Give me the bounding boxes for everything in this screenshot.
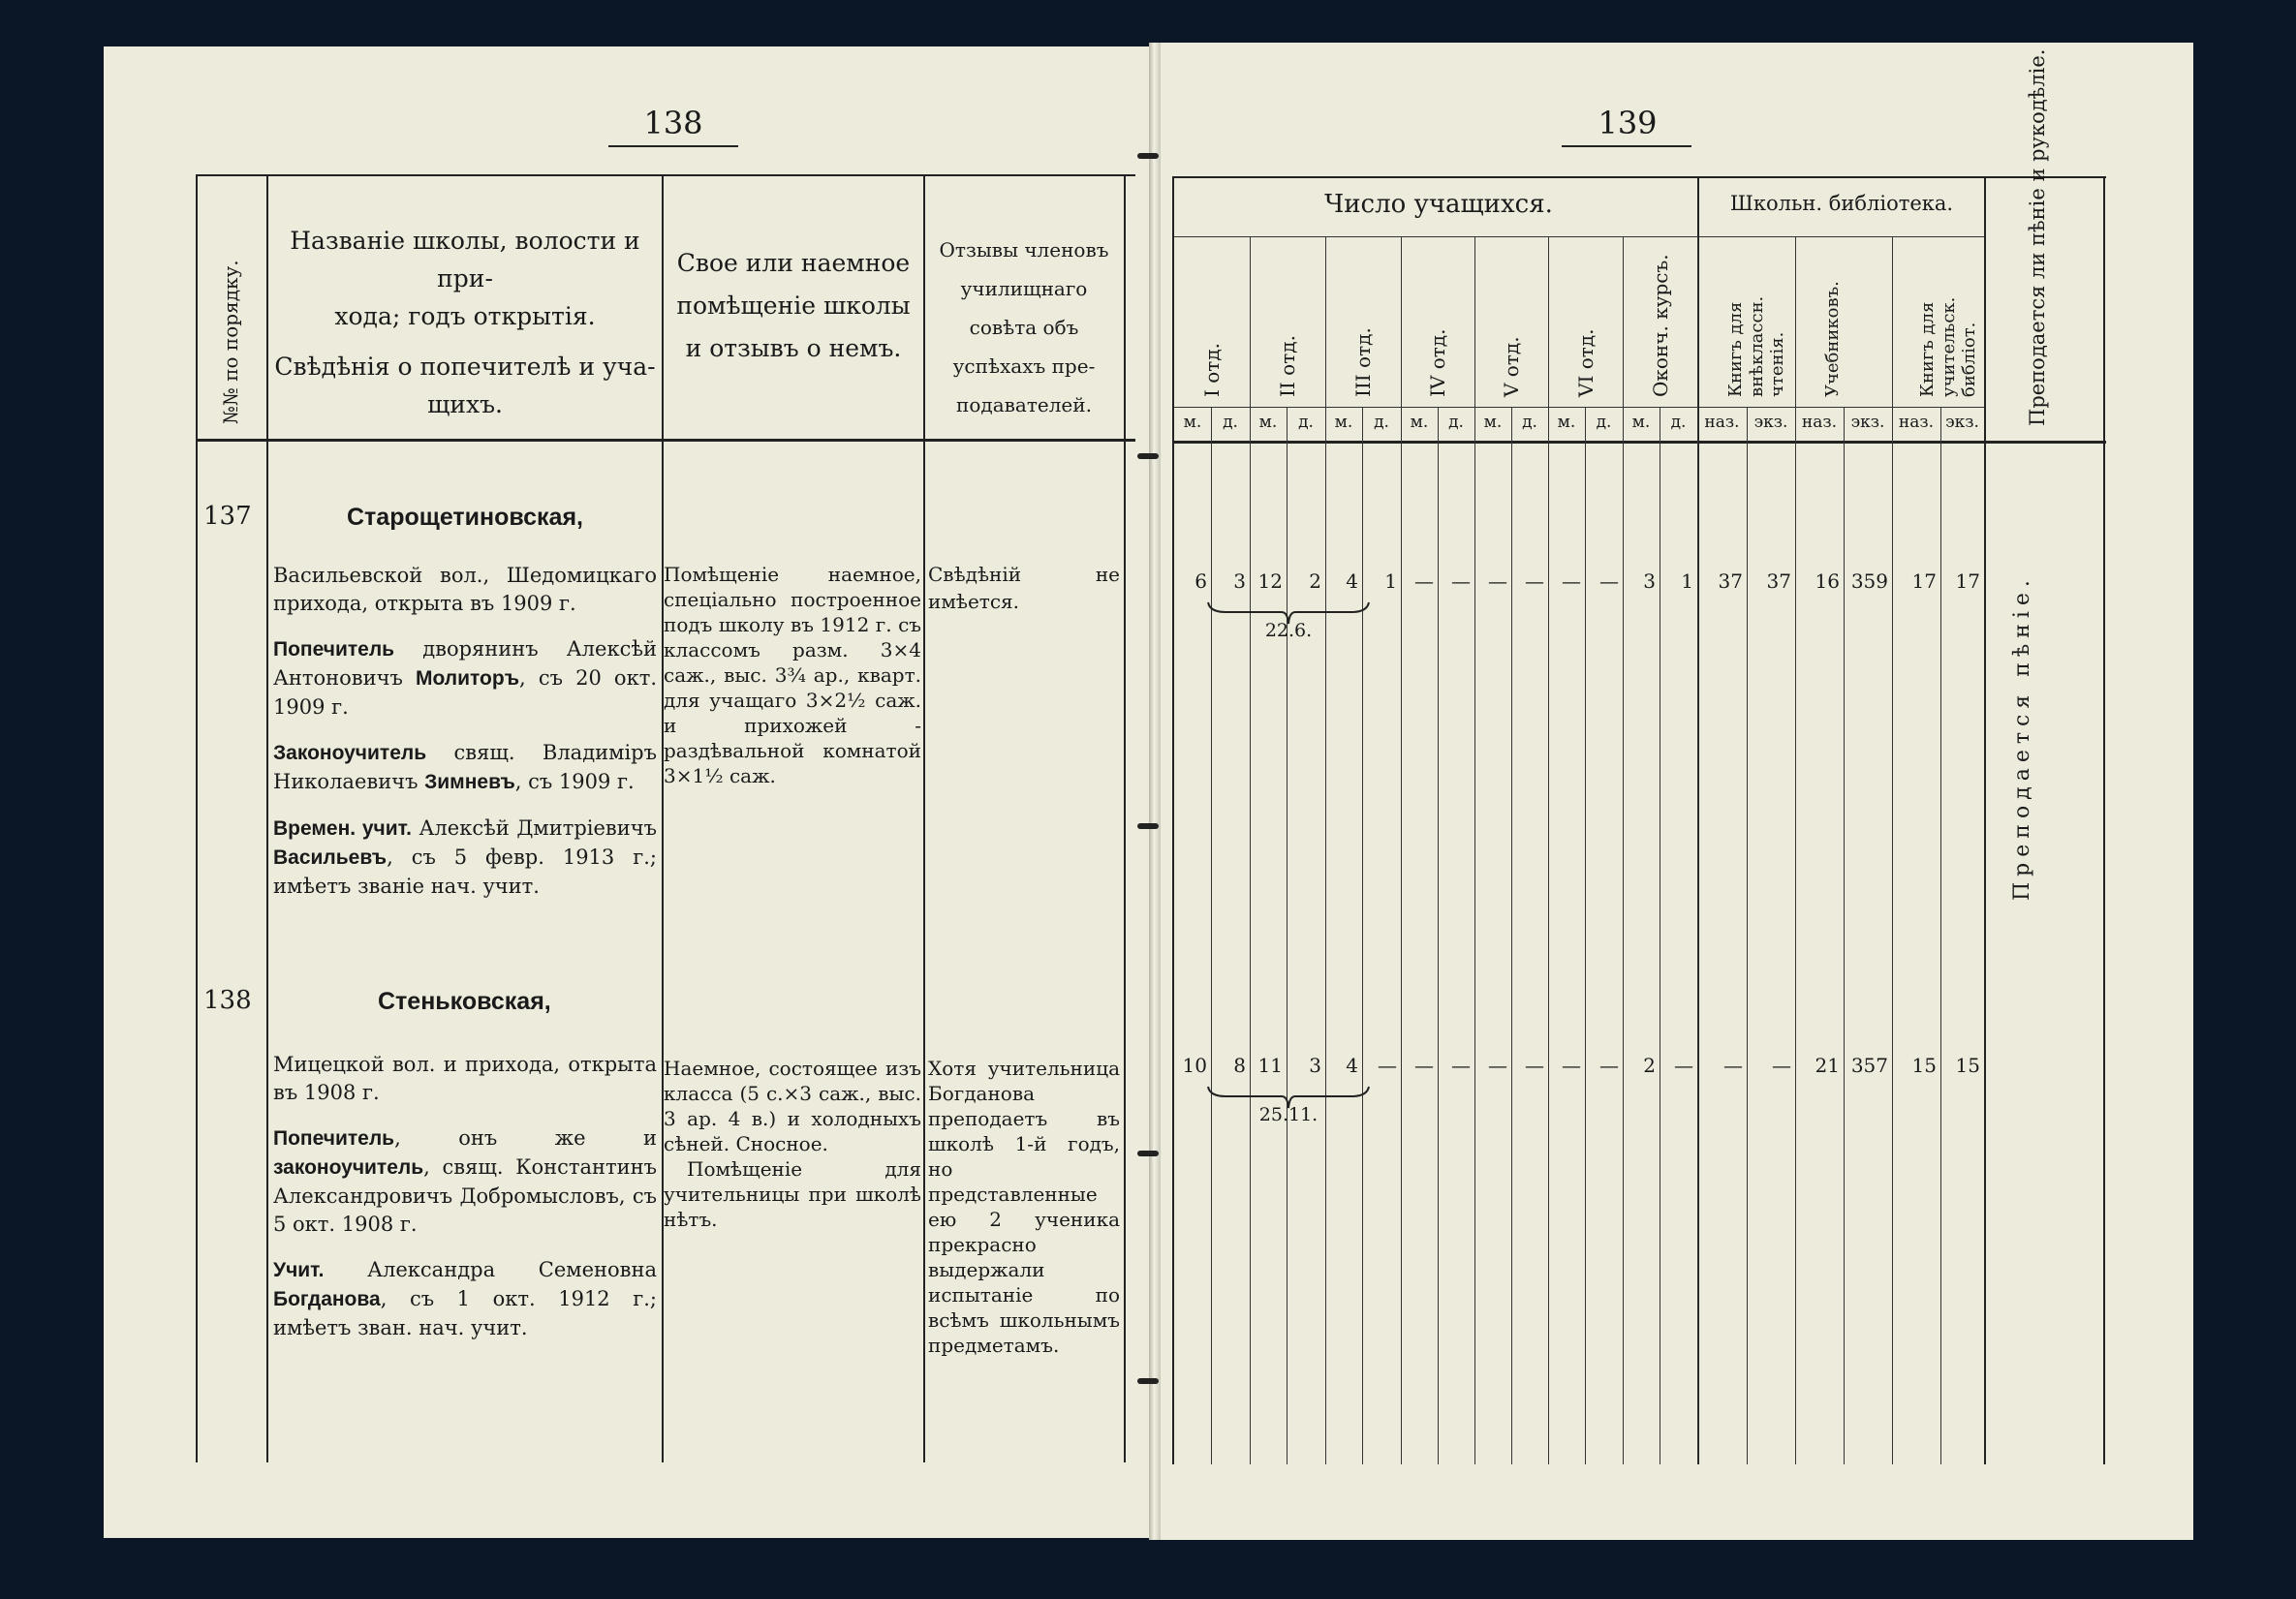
- data-cell: 15: [1911, 1054, 1937, 1077]
- column-rule: [1124, 174, 1126, 1462]
- sub-header: м.: [1334, 413, 1353, 432]
- grade-column-label: III отд.: [1351, 327, 1375, 397]
- header-library: Школьн. библіотека.: [1729, 192, 1954, 215]
- sub-header: м.: [1258, 413, 1278, 432]
- premises-line: Наемное, состоящее изъ класса (5 с.×3 саж., выс. 3 ар. 4 в.) и холодныхъ сѣней. Сносное.: [664, 1057, 921, 1155]
- header-row-number: №№ по порядку.: [219, 260, 242, 424]
- data-cell: 12: [1257, 569, 1283, 593]
- sub-column-rule: [1438, 407, 1439, 1464]
- sub-column-rule: [1211, 407, 1212, 1464]
- review-text: Хотя учительница Богданова преподаетъ въ школѣ 1-й годъ, но представленные ею 2 ученика прекрасно выдержали испытаніе по всѣмъ школьнымъ предметамъ.: [928, 1057, 1120, 1357]
- sub-header-rule: [1172, 407, 1986, 408]
- header-line: Свѣдѣнія о попечителѣ и уча-: [274, 353, 656, 382]
- data-cell: —: [1488, 1054, 1507, 1077]
- column-rule: [266, 174, 268, 1462]
- sub-column-rule: [1585, 407, 1586, 1464]
- data-cell: —: [1723, 1054, 1743, 1077]
- sub-header: д.: [1670, 413, 1687, 432]
- page-number-left: 138: [643, 105, 703, 141]
- sub-header: м.: [1483, 413, 1503, 432]
- sub-header: м.: [1183, 413, 1202, 432]
- binding-stitch: [1137, 453, 1159, 459]
- data-cell: —: [1525, 1054, 1544, 1077]
- data-cell: 4: [1346, 569, 1358, 593]
- data-cell: —: [1674, 1054, 1693, 1077]
- text: , свящ. Константинъ Александровичъ Добромысловъ, съ 5 окт. 1908 г.: [273, 1154, 657, 1236]
- grade-column-label: Оконч. курсъ.: [1648, 254, 1672, 397]
- sub-header: м.: [1557, 413, 1576, 432]
- page-number-right: 139: [1598, 105, 1658, 141]
- data-cell: 359: [1850, 569, 1888, 593]
- data-cell: 21: [1815, 1054, 1840, 1077]
- data-cell: 8: [1233, 1054, 1246, 1077]
- page-number-rule: [608, 145, 738, 147]
- grade-column-label: II отд.: [1276, 335, 1299, 397]
- header-bottom-rule: [196, 439, 1135, 442]
- data-cell: 16: [1815, 569, 1840, 593]
- table-top-rule: [196, 174, 1135, 176]
- data-cell: —: [1772, 1054, 1791, 1077]
- table-top-rule: [1172, 176, 2106, 178]
- data-cell: 15: [1955, 1054, 1980, 1077]
- data-cell: 4: [1346, 1054, 1358, 1077]
- label-bold: законоучитель: [273, 1155, 424, 1179]
- data-cell: 10: [1182, 1054, 1207, 1077]
- school-info: [273, 1051, 657, 1342]
- label-bold: Учит.: [273, 1258, 325, 1281]
- grade-column-label: VI отд.: [1573, 328, 1598, 397]
- school-parish: Васильевской вол., Шедомицкаго прихода, открыта въ 1909 г.: [273, 564, 657, 615]
- premises-text: [664, 1056, 921, 1232]
- text: , онъ же и: [394, 1125, 657, 1150]
- data-cell: 1: [1681, 569, 1693, 593]
- entry-number: 138: [203, 986, 252, 1015]
- data-cell: —: [1414, 1054, 1434, 1077]
- surname: Зимневъ: [424, 770, 515, 793]
- sub-column-rule: [1362, 407, 1363, 1464]
- grade-column-label: IV отд.: [1426, 328, 1449, 397]
- data-cell: —: [1562, 569, 1581, 593]
- sub-header: наз.: [1704, 413, 1740, 432]
- text: , съ 20 окт. 1909 г.: [273, 665, 657, 719]
- data-cell: 3: [1309, 1054, 1321, 1077]
- row-total: 25.11.: [1258, 1104, 1319, 1125]
- teacher-info: [273, 815, 657, 901]
- grade-column-label: V отд.: [1500, 336, 1523, 397]
- data-cell: 2: [1309, 569, 1321, 593]
- sub-header: д.: [1223, 413, 1238, 432]
- data-cell: 6: [1195, 569, 1207, 593]
- column-rule: [923, 174, 925, 1462]
- data-cell: 3: [1233, 569, 1246, 593]
- sub-header: наз.: [1898, 413, 1935, 432]
- text: , съ 1 окт. 1912 г.; имѣетъ зван. нач. учит.: [273, 1286, 657, 1339]
- trustee-info: [273, 635, 657, 722]
- table-right-rule: [2103, 176, 2105, 1464]
- header-line: хода; годъ открытія.: [334, 301, 596, 330]
- text: , съ 1909 г.: [514, 769, 635, 793]
- surname: Молиторъ: [416, 666, 520, 690]
- data-cell: 17: [1911, 569, 1937, 593]
- label-bold: Попечитель: [273, 637, 395, 661]
- text: свящ. Владиміръ Николаевичъ: [273, 740, 657, 793]
- sub-header: д.: [1298, 413, 1314, 432]
- sub-header: экз.: [1945, 413, 1979, 432]
- group-header-rule: [1172, 236, 1986, 237]
- data-cell: —: [1488, 569, 1507, 593]
- sub-column-rule: [1511, 407, 1512, 1464]
- label-bold: Времен. учит.: [273, 816, 412, 840]
- premises-text: Помѣщеніе наемное, спеціально построенное подъ школу въ 1912 г. съ классомъ разм. 3×4 саж., выс. 3¾ ар., кварт. для учащаго 3×2½ саж. и прихожей - раздѣвальной комнатой 3×1½ саж.: [664, 563, 921, 787]
- sub-column-rule: [1287, 407, 1288, 1464]
- library-column-label: Учебниковъ.: [1822, 281, 1843, 397]
- binding-stitch: [1137, 1378, 1159, 1384]
- priest-info: [273, 739, 657, 797]
- book-spine: [1149, 43, 1161, 1540]
- sub-header: м.: [1631, 413, 1651, 432]
- sub-header: экз.: [1753, 413, 1788, 432]
- header-school-name: [271, 223, 659, 424]
- text: , съ 5 февр. 1913 г.; имѣетъ званіе нач. учит.: [273, 845, 657, 898]
- header-line: щихъ.: [427, 390, 503, 418]
- sub-header: наз.: [1801, 413, 1838, 432]
- library-column-label: Книгъ для внѣклассн. чтенія.: [1724, 295, 1787, 397]
- text: Алексѣй Дмитріевичъ: [411, 815, 657, 840]
- data-cell: —: [1599, 569, 1619, 593]
- column-rule: [662, 174, 664, 1462]
- sub-header: м.: [1410, 413, 1429, 432]
- data-cell: —: [1378, 1054, 1397, 1077]
- label-bold: Попечитель: [273, 1126, 395, 1150]
- data-cell: 1: [1384, 569, 1397, 593]
- binding-stitch: [1137, 823, 1159, 829]
- premises-line: Помѣщеніе для учительницы при школѣ нѣтъ.: [664, 1157, 921, 1231]
- school-info: [273, 562, 657, 901]
- text: Александра Семеновна: [324, 1257, 657, 1281]
- sub-header: д.: [1374, 413, 1389, 432]
- sub-column-rule: [1747, 407, 1748, 1464]
- data-cell: —: [1562, 1054, 1581, 1077]
- sub-header: д.: [1448, 413, 1464, 432]
- row-total: 22.6.: [1264, 620, 1313, 641]
- teacher-info: [273, 1256, 657, 1342]
- surname: Богданова: [273, 1287, 381, 1310]
- table-left-rule: [1172, 176, 1174, 1464]
- sub-header: д.: [1522, 413, 1537, 432]
- sub-column-rule: [1844, 407, 1845, 1464]
- review-text: Свѣдѣній не имѣется.: [928, 563, 1120, 613]
- data-cell: 37: [1766, 569, 1791, 593]
- data-cell: 11: [1257, 1054, 1283, 1077]
- grade-column-label: I отд.: [1200, 342, 1224, 397]
- label-bold: Законоучитель: [273, 741, 427, 764]
- sub-header: д.: [1596, 413, 1612, 432]
- school-name: Старощетиновская,: [347, 504, 583, 531]
- surname: Васильевъ: [273, 846, 388, 869]
- data-cell: —: [1414, 569, 1434, 593]
- table-left-rule: [196, 174, 198, 1462]
- binding-stitch: [1137, 153, 1159, 159]
- sub-header: экз.: [1850, 413, 1885, 432]
- trustee-info: [273, 1124, 657, 1239]
- data-cell: —: [1599, 1054, 1619, 1077]
- binding-stitch: [1137, 1151, 1159, 1156]
- school-parish: Мицецкой вол. и прихода, открыта въ 1908 г.: [273, 1053, 657, 1104]
- data-cell: 3: [1643, 569, 1656, 593]
- data-cell: —: [1451, 569, 1471, 593]
- header-reviews: Отзывы членовъ училищнаго совѣта объ успѣхахъ преподавателей.: [939, 238, 1109, 416]
- text: дворянинъ Алексѣй Антоновичъ: [273, 636, 657, 690]
- data-cell: 2: [1643, 1054, 1656, 1077]
- library-column-label: Книгъ для учительск. библіот.: [1916, 296, 1979, 397]
- header-premises: Свое или наемное помѣщеніе школы и отзывъ о немъ.: [676, 249, 911, 362]
- school-name: Стеньковская,: [378, 988, 551, 1015]
- header-students: Число учащихся.: [1324, 190, 1553, 219]
- entry-number: 137: [203, 502, 252, 531]
- header-bottom-rule: [1172, 441, 2106, 444]
- column-rule: [1984, 176, 1986, 1464]
- header-singing: Преподается ли пѣніе и рукодѣліе.: [2026, 48, 2049, 426]
- page-number-rule: [1562, 145, 1691, 147]
- header-line: Названіе школы, волости и при-: [290, 227, 640, 292]
- sub-column-rule: [1940, 407, 1941, 1464]
- data-cell: —: [1451, 1054, 1471, 1077]
- data-cell: 17: [1955, 569, 1980, 593]
- data-cell: 357: [1850, 1054, 1888, 1077]
- singing-note: Преподается пѣніе.: [2010, 574, 2034, 901]
- data-cell: —: [1525, 569, 1544, 593]
- data-cell: 37: [1718, 569, 1743, 593]
